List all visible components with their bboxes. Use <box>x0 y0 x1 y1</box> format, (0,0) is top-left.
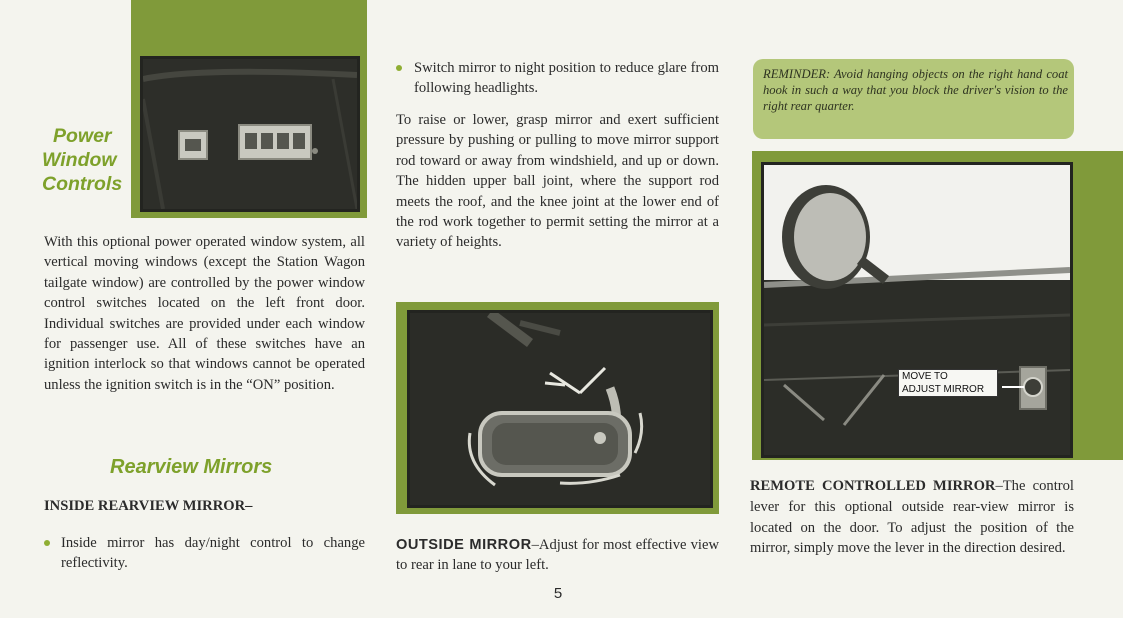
label-line-2: ADJUST MIRROR <box>902 383 985 395</box>
label-line-1: MOVE TO <box>902 371 948 382</box>
rearview-mirrors-heading: Rearview Mirrors <box>110 456 273 478</box>
inside-mirror-photo <box>407 310 713 508</box>
power-window-title <box>42 124 142 196</box>
raise-lower-body: To raise or lower, grasp mirror and exert sufficient pressure by pushing or pulling to move mirror support rod toward or away from windshield, and up or down. The hidden upper ball joint, where the support rod meets the roof, and the knee joint at the lower end of the rod work together to permit setting the mirror at a variety of heights. <box>396 112 719 251</box>
move-to-adjust-label <box>898 369 998 397</box>
night-position-bullet-item <box>396 58 719 99</box>
title-line-1: Power <box>53 125 112 147</box>
bullet-dot <box>396 65 402 71</box>
inside-mirror-bullet-item <box>44 533 365 574</box>
outside-mirror-paragraph <box>396 535 719 576</box>
window-switch-photo <box>140 56 360 212</box>
inside-mirror-subhead: INSIDE REARVIEW MIRROR– <box>44 498 253 514</box>
inside-mirror-illustration <box>410 313 710 505</box>
remote-mirror-heading: REMOTE CONTROLLED MIRROR <box>750 478 996 494</box>
bullet-dot <box>44 540 50 546</box>
power-window-body: With this optional power operated window system, all vertical moving windows (except the Station Wagon tailgate window) are controlled by the power window control switches located on the left front door. Individual switches are provided under each window for passenger use. All of these switches have an ignition interlock so that windows cannot be operated unless the ignition switch is in the “ON” position. <box>44 234 365 393</box>
remote-mirror-text: –The control lever for this optional outside rear-view mirror is located on the door. To adjust the position of the mirror, simply move the lever in the direction desired. <box>750 478 1074 557</box>
title-line-3: Controls <box>42 173 123 195</box>
reminder-text: REMINDER: Avoid hanging objects on the right hand coat hook in such a way that you block the driver's vision to the right rear quarter. <box>763 67 1068 113</box>
window-switch-illustration <box>143 59 357 209</box>
outside-mirror-text: –Adjust for most effective view to rear in lane to your left. <box>396 537 719 574</box>
title-line-2: Window <box>42 149 117 171</box>
outside-mirror-heading: OUTSIDE MIRROR <box>396 537 532 553</box>
remote-mirror-paragraph <box>750 476 1074 559</box>
inside-mirror-bullet-text: Inside mirror has day/night control to change reflectivity. <box>61 535 365 572</box>
remote-mirror-illustration <box>764 165 1070 455</box>
remote-mirror-photo <box>761 162 1073 458</box>
page-number: 5 <box>553 585 563 602</box>
night-position-bullet-text: Switch mirror to night position to reduce glare from following headlights. <box>414 60 719 97</box>
